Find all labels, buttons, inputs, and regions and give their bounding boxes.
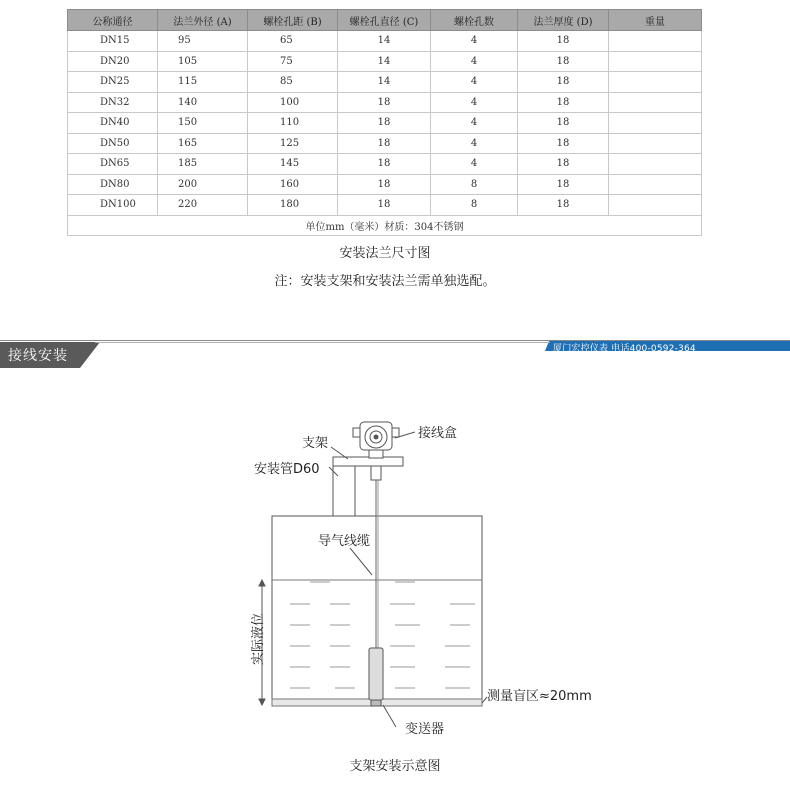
cell-spacing: 160: [248, 174, 338, 195]
cell-hole-dia: 18: [338, 195, 431, 216]
label-mount-pipe: 安装管D60: [254, 462, 320, 477]
mount-pipe: [333, 466, 355, 516]
header-flange-od: 法兰外径 (A): [158, 10, 248, 31]
cell-dn: DN32: [68, 92, 158, 113]
cell-hole-count: 4: [431, 154, 518, 175]
cell-hole-dia: 14: [338, 51, 431, 72]
label-junction-box: 接线盒: [418, 426, 458, 441]
cell-hole-count: 8: [431, 174, 518, 195]
cell-hole-count: 4: [431, 113, 518, 134]
cell-thickness: 18: [518, 92, 609, 113]
cell-spacing: 110: [248, 113, 338, 134]
cell-hole-dia: 14: [338, 31, 431, 52]
cell-thickness: 18: [518, 174, 609, 195]
cell-spacing: 85: [248, 72, 338, 93]
section-title: 接线安装: [8, 348, 68, 364]
cell-spacing: 180: [248, 195, 338, 216]
cell-hole-count: 4: [431, 92, 518, 113]
header-bolt-hole-count: 螺栓孔数: [431, 10, 518, 31]
cell-hole-dia: 14: [338, 72, 431, 93]
cell-dn: DN20: [68, 51, 158, 72]
cell-od: 220: [158, 195, 248, 216]
table-note: 单位mm（毫米）材质：304不锈钢: [68, 215, 702, 235]
bracket: [333, 457, 403, 466]
diagram-caption: 支架安装示意图: [349, 759, 441, 774]
cell-spacing: 100: [248, 92, 338, 113]
cell-spacing: 145: [248, 154, 338, 175]
cell-od: 115: [158, 72, 248, 93]
contact-info: 厦门宏控仪表 电话400-0592-364: [553, 344, 696, 354]
transmitter: [369, 648, 383, 700]
cell-thickness: 18: [518, 72, 609, 93]
cell-thickness: 18: [518, 154, 609, 175]
header-bolt-hole-diameter: 螺栓孔直径 (C): [338, 10, 431, 31]
label-vent-cable: 导气线缆: [318, 534, 371, 549]
cell-hole-count: 4: [431, 31, 518, 52]
cell-dn: DN40: [68, 113, 158, 134]
cell-hole-dia: 18: [338, 92, 431, 113]
label-bracket: 支架: [302, 436, 329, 451]
cell-thickness: 18: [518, 31, 609, 52]
cell-thickness: 18: [518, 113, 609, 134]
flange-figure-title: 安装法兰尺寸图: [339, 246, 431, 261]
cell-hole-dia: 18: [338, 133, 431, 154]
cell-od: 95: [158, 31, 248, 52]
cell-hole-count: 4: [431, 51, 518, 72]
cell-spacing: 125: [248, 133, 338, 154]
cell-hole-dia: 18: [338, 113, 431, 134]
cell-od: 165: [158, 133, 248, 154]
cell-od: 140: [158, 92, 248, 113]
label-transmitter: 变送器: [405, 722, 445, 737]
header-weight: 重量: [609, 10, 702, 31]
cell-od: 150: [158, 113, 248, 134]
cell-od: 185: [158, 154, 248, 175]
cell-thickness: 18: [518, 133, 609, 154]
selection-note: 注：安装支架和安装法兰需单独选配。: [274, 274, 496, 289]
cell-spacing: 65: [248, 31, 338, 52]
cell-hole-count: 4: [431, 72, 518, 93]
cell-hole-count: 8: [431, 195, 518, 216]
cell-dn: DN50: [68, 133, 158, 154]
label-actual-level: 实际液位: [251, 612, 266, 665]
label-blind-zone: 测量盲区≈20mm: [487, 689, 592, 704]
junction-box-stem: [369, 450, 383, 458]
cell-thickness: 18: [518, 195, 609, 216]
cell-od: 105: [158, 51, 248, 72]
cell-hole-dia: 18: [338, 174, 431, 195]
cell-dn: DN15: [68, 31, 158, 52]
cell-dn: DN80: [68, 174, 158, 195]
cell-spacing: 75: [248, 51, 338, 72]
cell-dn: DN25: [68, 72, 158, 93]
cell-od: 200: [158, 174, 248, 195]
cell-hole-dia: 18: [338, 154, 431, 175]
header-flange-thickness: 法兰厚度 (D): [518, 10, 609, 31]
cell-dn: DN100: [68, 195, 158, 216]
cell-hole-count: 4: [431, 133, 518, 154]
cell-dn: DN65: [68, 154, 158, 175]
header-nominal-diameter: 公称通径: [68, 10, 158, 31]
header-bolt-spacing: 螺栓孔距 (B): [248, 10, 338, 31]
cell-thickness: 18: [518, 51, 609, 72]
